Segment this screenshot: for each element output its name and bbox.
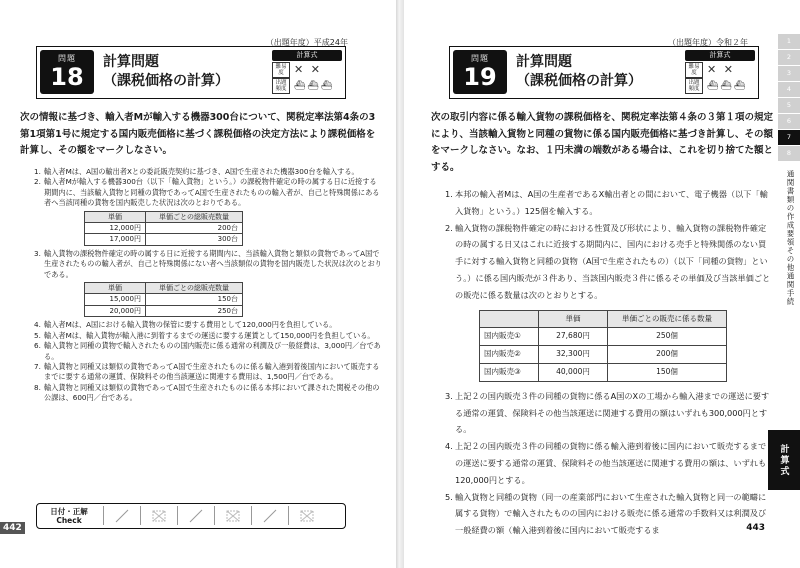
question-intro: 次の取引内容に係る輸入貨物の課税価格を、関税定率法第４条の３第１項の規定により、当該輸入貨物と同種の貨物に係る国内販売価格に基づき計算し、その額をマークしなさい。なお、１円未満の端数がある場合は、これを切り捨てた額とする。 xyxy=(431,112,774,173)
list-item: 4. 輸入者Mは、A国における輸入貨物の保管に要する費用として120,000円を負担している。 xyxy=(34,320,337,330)
question-title xyxy=(516,53,642,91)
category-badge: 計算式 xyxy=(272,50,342,61)
right-page xyxy=(404,0,800,568)
list-item: 2. 輸入者Mが輸入する機器300台（以下「輸入貨物」という。）の課税物件確定の時の属する日に近接する期間内に、当該輸入貨物と同種の貨物であってA国で生産されたものの輸入者が、自己と特殊関係にある者へ当該同種の貨物を国内販売した状況は次のとおりである。 xyxy=(34,177,380,208)
check-cell[interactable] xyxy=(214,506,251,525)
category-badge: 計算式 xyxy=(685,50,755,61)
frequency-label: 出題頻度 xyxy=(272,78,290,94)
question-number: 18 xyxy=(50,63,84,91)
title-line-1: 計算問題 xyxy=(516,54,572,70)
title-line-2: （課税価格の計算） xyxy=(103,73,229,89)
slash-icon xyxy=(188,509,204,523)
chapter-tabs xyxy=(778,34,800,162)
cross-icon xyxy=(299,509,315,523)
list-item: 5. 輸入者Mは、輸入貨物が輸入港に到着するまでの運送に要する運賃として150,000円を負担している。 xyxy=(34,330,375,340)
chapter-vertical-title: 通関書類の作成要領その他通関手続 xyxy=(786,170,795,306)
condition-list xyxy=(437,186,771,539)
frequency-label: 出題頻度 xyxy=(685,78,703,94)
list-item: 1. 本邦の輸入者Mは、A国の生産者であるX輸出者との間において、電子機器（以下「輸入貨物」という。）125個を輸入する。 xyxy=(445,189,768,216)
difficulty-icons: ✕ ✕ xyxy=(294,63,322,76)
table-row: 国内販売② 32,300円 200個 xyxy=(480,346,727,364)
question-meta xyxy=(685,50,755,93)
chapter-tab[interactable]: 2 xyxy=(778,50,800,66)
check-cell[interactable] xyxy=(288,506,325,525)
check-cell[interactable] xyxy=(103,506,140,525)
left-page xyxy=(0,0,396,568)
cross-icon xyxy=(225,509,241,523)
question-number-box xyxy=(453,50,507,94)
frequency-ship-icons: ⛴⛴⛴ xyxy=(294,80,335,91)
table-row: 12,000円 200台 xyxy=(85,223,243,234)
table-row: 20,000円 250台 xyxy=(85,305,243,316)
check-label: 日付・正解 Check xyxy=(50,507,88,525)
question-number-box xyxy=(40,50,94,94)
check-cell[interactable] xyxy=(251,506,288,525)
frequency-ship-icons: ⛴⛴⛴ xyxy=(707,80,748,91)
table-row: 国内販売③ 40,000円 150個 xyxy=(480,363,727,381)
difficulty-label: 難易度 xyxy=(272,62,290,78)
condition-list xyxy=(26,167,382,404)
list-item: 2. 輸入貨物の課税物件確定の時における性質及び形状により、輸入貨物の課税物件確定の時の属する日又はこれに近接する期間内に、国内における売手と特殊関係のない買手に対する輸入貨物と同種の貨物（A国で生産されたもの）（以下「同種の貨物」という。）に係る国内販売が３件あり、当該国内販売３件に係るその単価及び当該単価ごとの販売に係る数量は次のとおりとする。 xyxy=(445,222,771,300)
list-item: 7. 輸入貨物と同種又は類似の貨物であってA国で生産されたものに係る輸入港到着後国内において販売するまでに要する通常の運賃、保険料その他当該運送に関連する費用は、1,500円／台である。 xyxy=(34,361,380,382)
question-number: 19 xyxy=(463,63,497,91)
check-cell[interactable] xyxy=(140,506,177,525)
page-number: 442 xyxy=(0,522,25,534)
table-row: 15,000円 150台 xyxy=(85,294,243,305)
table-row: 国内販売① 27,680円 250個 xyxy=(480,328,727,346)
book-gutter xyxy=(396,0,404,568)
page-number: 443 xyxy=(746,523,765,533)
chapter-tab[interactable]: 4 xyxy=(778,82,800,98)
difficulty-label: 難易度 xyxy=(685,62,703,78)
difficulty-icons: ✕ ✕ xyxy=(707,63,735,76)
cross-icon xyxy=(151,509,167,523)
section-side-tab: 計算式 xyxy=(768,430,800,490)
chapter-tab[interactable]: 8 xyxy=(778,146,800,162)
list-item: 4. 上記２の国内販売３件の同種の貨物に係る輸入港到着後に国内において販売するまでの運送に要する通常の運賃、保険料その他当該運送に関連する費用の額は、いずれも120,000円とする。 xyxy=(445,441,767,485)
check-cell[interactable] xyxy=(177,506,214,525)
list-item: 3. 上記２の国内販売３件の同種の貨物に係るA国のXの工場から輸入港までの運送に要する通常の運賃、保険料その他当該運送に関連する費用の額はいずれも300,000円とする。 xyxy=(445,390,770,435)
check-box-row xyxy=(36,503,346,529)
question-meta xyxy=(272,50,342,93)
list-item: 3. 輸入貨物の課税物件確定の時の属する日に近接する期間内に、当該輸入貨物と類似の貨物であってA国で生産されたものの輸入者が、自己と特殊関係にない者へ当該類似の貨物を国内販売した状況は次のとおりである。 xyxy=(34,248,382,279)
price-table-same-goods: 単価 単価ごとの総販売数量 12,000円 200台 17,000円 300台 xyxy=(84,211,243,246)
question-intro: 次の情報に基づき、輸入者Mが輸入する機器300台について、関税定率法第4条の3第1項第1号に規定する国内販売価格に基づく課税価格の決定方法により課税価格を計算し、その額をマークしなさい。 xyxy=(20,112,376,156)
title-line-2: （課税価格の計算） xyxy=(516,73,642,89)
question-header xyxy=(449,46,759,99)
chapter-tab[interactable]: 1 xyxy=(778,34,800,50)
list-item: 6. 輸入貨物と同種の貨物で輸入されたものの国内販売に係る通常の利潤及び一般経費は、3,000円／台である。 xyxy=(34,341,381,361)
price-table-similar-goods: 単価 単価ごとの総販売数量 15,000円 150台 20,000円 250台 xyxy=(84,282,243,317)
list-item: 5. 輸入貨物と同種の貨物（同一の産業部門において生産された輸入貨物と同一の範疇に属する貨物）で輸入されたものの国内における販売に係る通常の手数料又は利潤及び一般経費の額（輸入港到着後に国内において販売するま xyxy=(445,491,767,536)
question-label: 問題 xyxy=(58,54,76,63)
slash-icon xyxy=(262,509,278,523)
exam-year: （出題年度）平成24年 xyxy=(265,38,348,47)
question-label: 問題 xyxy=(471,54,489,63)
title-line-1: 計算問題 xyxy=(103,54,159,70)
exam-year: （出題年度）令和２年 xyxy=(668,38,748,47)
chapter-tab[interactable]: 5 xyxy=(778,98,800,114)
slash-icon xyxy=(114,509,130,523)
domestic-sales-table: 単価 単価ごとの販売に係る数量 国内販売① 27,680円 250個 国内販売② 32,300円 200個 国内販売③ 40,000円 150個 xyxy=(479,310,727,382)
list-item: 8. 輸入貨物と同種又は類似の貨物であってA国で生産されたものに係る本邦において課された関税その他の公課は、600円／台である。 xyxy=(34,382,380,403)
chapter-tab[interactable]: 3 xyxy=(778,66,800,82)
question-header xyxy=(36,46,346,99)
question-title xyxy=(103,53,229,91)
chapter-tab-active[interactable]: 7 xyxy=(778,130,800,146)
table-row: 17,000円 300台 xyxy=(85,234,243,245)
chapter-tab[interactable]: 6 xyxy=(778,114,800,130)
list-item: 1. 輸入者Mは、A国の輸出者Xとの委託販売契約に基づき、A国で生産された機器300台を輸入する。 xyxy=(34,167,359,176)
